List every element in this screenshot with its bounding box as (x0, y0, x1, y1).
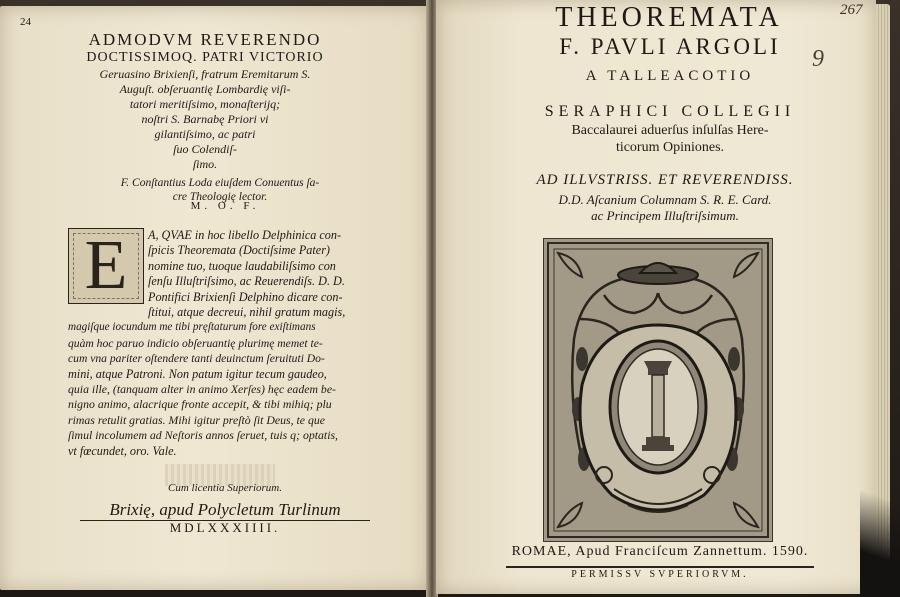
shadow-corner (860, 457, 900, 597)
dedication-line: DOCTISSIMOQ. PATRI VICTORIO (86, 50, 324, 65)
dedication-line: gilantiſsimo, ac patri (154, 127, 256, 141)
license-line: Cum licentia Superiorum. (168, 482, 282, 494)
folio-mark: 267 (840, 2, 863, 18)
body-line: mini, atque Patroni. Non patum igitur tecum gaudeo, (68, 366, 327, 381)
imprint-rule (506, 566, 814, 568)
dedication-line: Auguſt. obſeruantię Lombardię viſi- (119, 82, 291, 96)
dedicatee-heading: AD ILLVSTRISS. ET REVERENDISS. (536, 172, 794, 188)
dedicatee-line: D.D. Aſcanium Columnam S. R. E. Card. (558, 192, 772, 207)
dedicatee-lines (500, 192, 830, 224)
dedication-line: noſtri S. Barnabę Priori vi (141, 112, 269, 126)
body-line: cum vna pariter oſtendere tanti deuinctum ſeruituti Do- (68, 352, 325, 366)
dedication-body (60, 50, 350, 172)
dedication-line: Geruasino Brixienſi, fratrum Eremitarum S. (99, 67, 311, 81)
title-collegii: SERAPHICI COLLEGII (544, 103, 796, 120)
body-line: ſtitui, atque decreui, nihil gratum magis, (148, 305, 346, 320)
coat-of-arms-engraving (543, 238, 773, 542)
dedication-line: tatori meritiſsimo, monaſterijq; (129, 97, 281, 111)
left-page (0, 6, 428, 590)
body-line: nomine tuo, tuoque laudabiliſsimo con (148, 258, 336, 273)
dedication-line: ſimo. (192, 157, 218, 171)
title-subtitle (520, 122, 820, 156)
page-number: 24 (20, 16, 31, 28)
body-line: rimas retulit gratias. Mihi igitur preſtò ſit Deus, te que (68, 412, 326, 427)
title-origin: A TALLEACOTIO (585, 68, 755, 84)
title-author: F. PAVLI ARGOLI (559, 34, 781, 59)
engraving-svg (544, 239, 772, 541)
body-line: Pontifici Brixienſi Delphino dicare con- (148, 289, 343, 304)
body-line: magiſque iocundum me tibi pręſtaturum fore exiſtimans (68, 321, 316, 334)
left-imprint: Brixię, apud Polycletum Turlinum (109, 500, 341, 519)
subtitle-line: Baccalaurei aduerſus inſulſas Here- (571, 123, 769, 138)
dedication-line: ſuo Colendiſ- (173, 142, 237, 156)
title-heading: THEOREMATA (555, 2, 783, 33)
body-line: nigno animo, alacrique fronte accepit, & tibi mihiq; plu (68, 397, 332, 412)
dedicatee-line: ac Principem Illuſtriſsimum. (591, 208, 739, 223)
body-line: ſimul incolumem ad Neſtoris annos ſeruet, tuis q; optatis, (68, 428, 339, 443)
decorated-initial (68, 228, 144, 304)
body-line: vt fœcundet, oro. Vale. (68, 443, 177, 458)
subtitle-line: ticorum Opiniones. (615, 140, 725, 155)
dedication-heading: ADMODVM REVERENDO (88, 30, 322, 49)
body-line: quia ille, (tanquam alter in animo Xerſes) hęc eadem be- (68, 382, 336, 397)
body-line: ſenſu Illuſtriſsimo, ac Reuerendiſs. D. D. (148, 274, 345, 289)
body-line: ſpicis Theoremata (Doctiſsime Pater) (148, 243, 330, 258)
permission-line: PERMISSV SVPERIORVM. (571, 569, 749, 580)
imprint-year: MDLXXXIIII. (169, 520, 281, 535)
body-line: A, QVAE in hoc libello Delphinica con- (148, 228, 342, 242)
handwritten-mark: 9 (812, 46, 824, 72)
author-line: F. Conſtantius Loda eiuſdem Conuentus ſa- (120, 177, 320, 189)
body-line: quàm hoc paruo indicio obſeruantię plurimę memet te- (68, 336, 323, 350)
author-order: M. O. F. (190, 200, 260, 212)
right-imprint: ROMAE, Apud Franciſcum Zannettum. 1590. (511, 544, 809, 559)
initial-letter: E (84, 228, 128, 304)
author-line: cre Theologię lector. (172, 191, 268, 203)
